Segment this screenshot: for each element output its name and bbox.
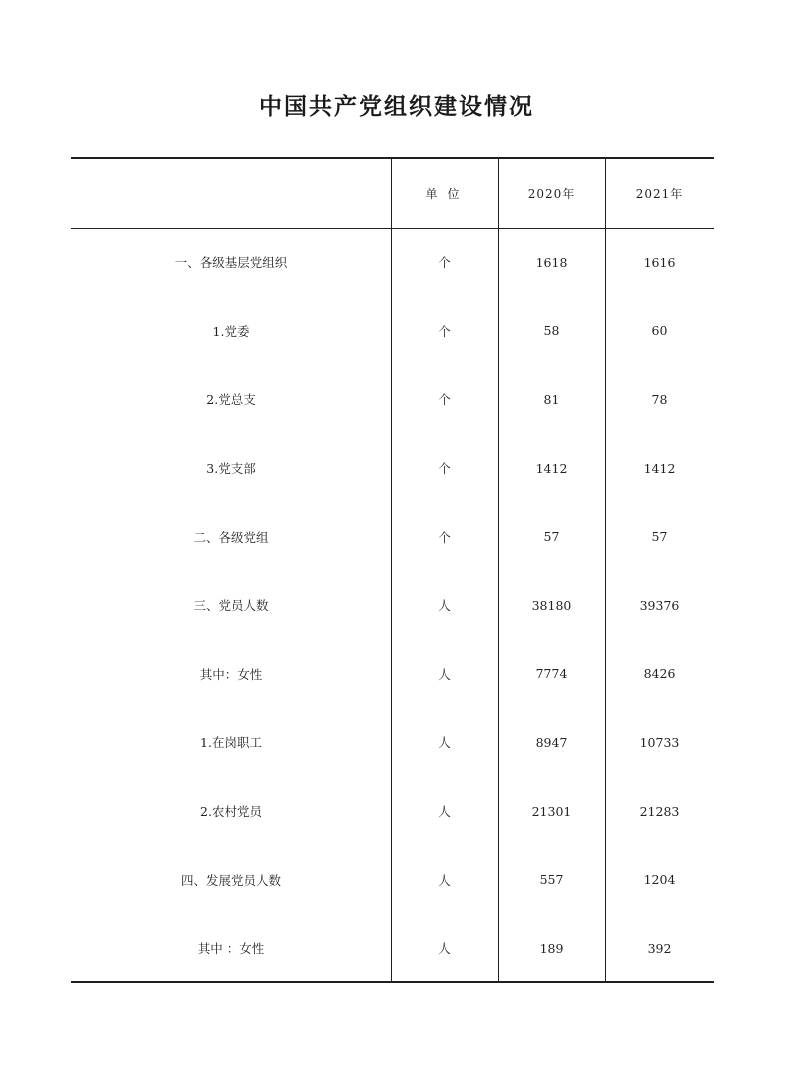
table-row — [71, 436, 714, 505]
row-label: 2.农村党员 — [200, 804, 262, 820]
row-value-2021: 57 — [651, 529, 668, 545]
table-row — [71, 916, 714, 985]
table-row — [71, 367, 714, 436]
row-label: 其中：女性 — [199, 666, 263, 682]
table-header — [71, 159, 714, 228]
row-unit: 人 — [438, 872, 451, 888]
row-value-2020: 57 — [543, 529, 560, 545]
row-unit: 人 — [438, 666, 451, 682]
row-label: 1.党委 — [212, 323, 250, 339]
row-value-2020: 58 — [543, 323, 560, 339]
row-unit: 个 — [438, 461, 451, 477]
row-unit: 人 — [438, 598, 451, 614]
table-row — [71, 299, 714, 368]
row-unit: 个 — [438, 255, 451, 271]
table-row — [71, 504, 714, 573]
row-value-2021: 21283 — [639, 803, 680, 819]
table-body — [71, 230, 714, 981]
row-unit: 个 — [438, 392, 451, 408]
table-row — [71, 710, 714, 779]
row-value-2020: 189 — [539, 940, 564, 956]
row-value-2020: 557 — [539, 872, 564, 888]
table-row — [71, 573, 714, 642]
row-value-2020: 1618 — [535, 254, 568, 270]
table-row — [71, 779, 714, 848]
header-unit: 单位 — [425, 187, 470, 201]
row-label: 1.在岗职工 — [200, 735, 262, 751]
row-label: 三、党员人数 — [193, 598, 269, 614]
row-value-2021: 1616 — [643, 254, 676, 270]
row-value-2021: 1412 — [643, 460, 676, 476]
row-unit: 人 — [438, 941, 451, 957]
row-label: 二、各级党组 — [193, 529, 269, 545]
table-row — [71, 847, 714, 916]
row-value-2020: 21301 — [531, 803, 572, 819]
row-label: 四、发展党员人数 — [180, 872, 281, 888]
row-label: 一、各级基层党组织 — [174, 255, 288, 271]
row-value-2021: 1204 — [643, 872, 676, 888]
row-unit: 人 — [438, 804, 451, 820]
row-value-2021: 10733 — [639, 734, 680, 750]
row-label: 3.党支部 — [206, 461, 256, 477]
row-value-2020: 81 — [543, 391, 560, 407]
row-unit: 个 — [438, 323, 451, 339]
row-value-2021: 39376 — [639, 597, 680, 613]
row-label: 其中 ：女性 — [197, 941, 265, 957]
statistics-table — [71, 157, 714, 983]
header-2021: 2021年 — [635, 187, 684, 201]
row-value-2020: 38180 — [531, 597, 572, 613]
row-unit: 人 — [438, 735, 451, 751]
table-row — [71, 642, 714, 711]
row-value-2020: 8947 — [535, 734, 568, 750]
header-2020: 2020年 — [527, 187, 576, 201]
row-value-2021: 60 — [651, 323, 668, 339]
row-value-2021: 8426 — [643, 666, 676, 682]
header-item — [71, 159, 391, 228]
table-row — [71, 230, 714, 299]
row-value-2021: 78 — [651, 391, 668, 407]
row-value-2020: 1412 — [535, 460, 568, 476]
row-label: 2.党总支 — [206, 392, 256, 408]
row-unit: 个 — [438, 529, 451, 545]
row-value-2021: 392 — [647, 940, 672, 956]
page-title: 中国共产党组织建设情况 — [259, 94, 534, 120]
row-value-2020: 7774 — [535, 666, 568, 682]
